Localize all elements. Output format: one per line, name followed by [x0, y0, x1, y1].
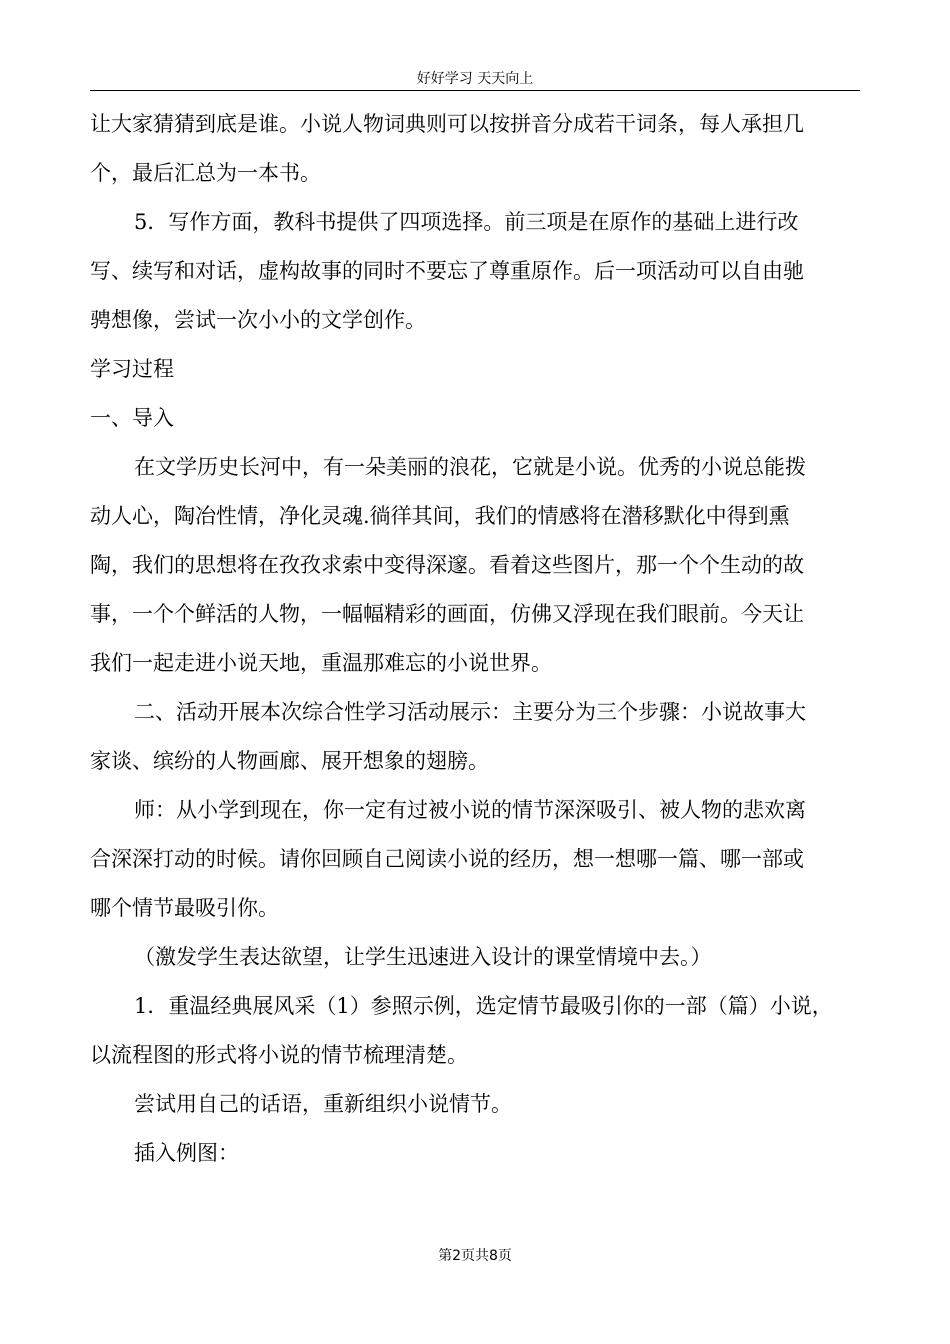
text-line: 写、续写和对话，虚构故事的同时不要忘了尊重原作。后一项活动可以自由驰	[90, 259, 804, 283]
text-line: 二、活动开展本次综合性学习活动展示：主要分为三个步骤：小说故事大	[134, 700, 806, 724]
text-line: 骋想像，尝试一次小小的文学创作。	[90, 308, 426, 332]
text-line: 尝试用自己的话语，重新组织小说情节。	[134, 1092, 512, 1116]
text-line: 我们一起走进小说天地，重温那难忘的小说世界。	[90, 651, 552, 675]
paragraph-insert-figure	[90, 1129, 870, 1178]
text-line: 陶，我们的思想将在孜孜求索中变得深邃。看着这些图片，那一个个生动的故	[90, 553, 804, 577]
paragraph-note	[90, 933, 870, 982]
text-line: 让大家猜猜到底是谁。小说人物词典则可以按拼音分成若干词条，每人承担几	[90, 112, 804, 136]
section-heading-learning-process	[90, 345, 870, 394]
page-number-footer: 第2页共8页	[438, 1248, 512, 1264]
text-line: 插入例图：	[134, 1141, 239, 1165]
text-line: 1．重温经典展风采（1）参照示例，选定情节最吸引你的一部（篇）小说，	[134, 994, 833, 1018]
page-header: 好好学习 天天向上	[416, 71, 534, 87]
text-line: 师：从小学到现在，你一定有过被小说的情节深深吸引、被人物的悲欢离	[134, 798, 806, 822]
text-line: 个，最后汇总为一本书。	[90, 161, 321, 185]
paragraph-item-5	[90, 198, 870, 345]
text-line: （激发学生表达欲望，让学生迅速进入设计的课堂情境中去。）	[134, 945, 712, 969]
paragraph-teacher	[90, 786, 870, 933]
text-line: 一、导入	[90, 406, 174, 430]
text-line: 家谈、缤纷的人物画廊、展开想象的翅膀。	[90, 749, 489, 773]
paragraph-continuation	[90, 100, 870, 198]
paragraph-retell	[90, 1080, 870, 1129]
document-body	[90, 100, 870, 1178]
paragraph-step-1	[90, 982, 870, 1080]
text-line: 在文学历史长河中，有一朵美丽的浪花，它就是小说。优秀的小说总能拨	[134, 455, 806, 479]
paragraph-introduction	[90, 443, 870, 688]
paragraph-activity	[90, 688, 870, 786]
section-heading-introduction	[90, 394, 870, 443]
text-line: 动人心，陶冶性情，净化灵魂.徜徉其间，我们的情感将在潜移默化中得到熏	[90, 504, 790, 528]
header-divider	[90, 90, 860, 91]
text-line: 5．写作方面，教科书提供了四项选择。前三项是在原作的基础上进行改	[134, 210, 799, 234]
text-line: 以流程图的形式将小说的情节梳理清楚。	[90, 1043, 468, 1067]
text-line: 哪个情节最吸引你。	[90, 896, 279, 920]
text-line: 合深深打动的时候。请你回顾自己阅读小说的经历，想一想哪一篇、哪一部或	[90, 847, 804, 871]
text-line: 事，一个个鲜活的人物，一幅幅精彩的画面，仿佛又浮现在我们眼前。今天让	[90, 602, 804, 626]
text-line: 学习过程	[90, 357, 174, 381]
